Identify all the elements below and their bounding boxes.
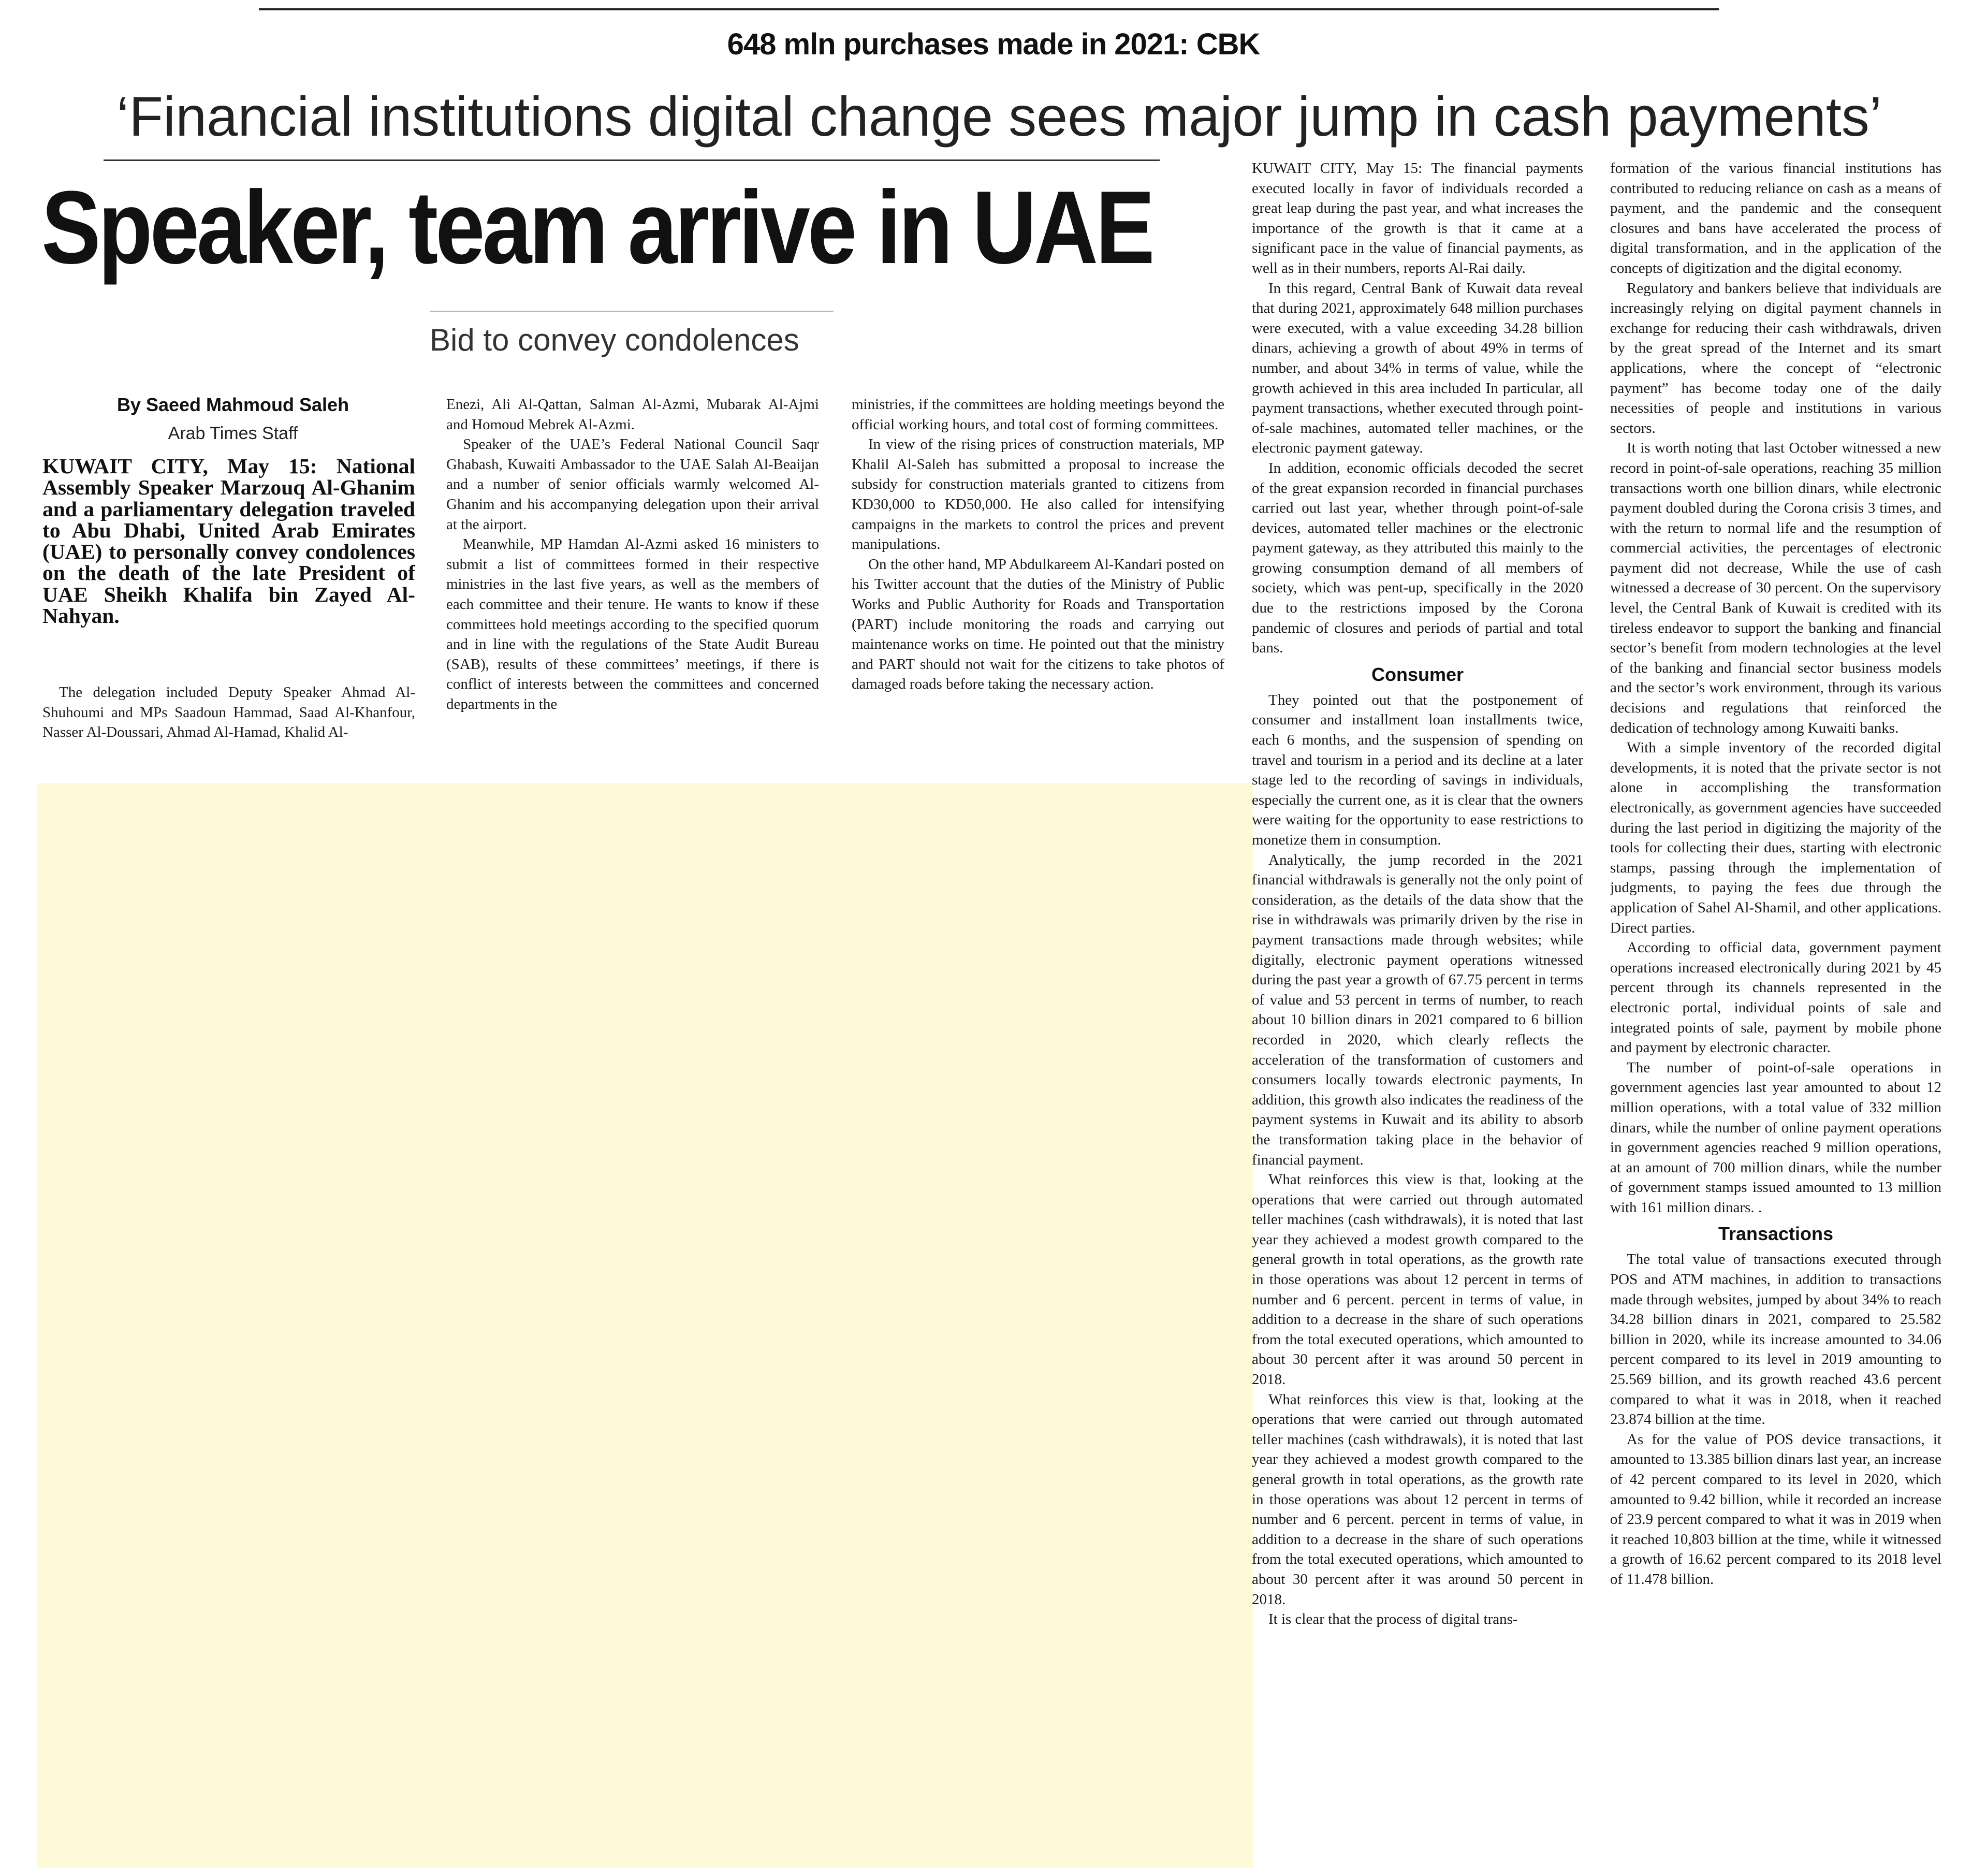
paragraph: Enezi, Ali Al-Qattan, Salman Al-Azmi, Mubarak Al-Ajmi and Homoud Mebrek Al-Azmi. — [446, 396, 819, 433]
advertisement-placeholder — [37, 783, 1253, 1868]
business-kicker: 648 mln purchases made in 2021: CBK — [727, 27, 1260, 61]
business-headline: ‘Financial institutions digital change sees major jump in cash payments’ — [116, 85, 1882, 148]
paragraph: Meanwhile, MP Hamdan Al-Azmi asked 16 ministers to submit a list of committees formed in their respective ministries in the last five years, as well as the members of each committee and their tenure. He wants to know if these committees hold meetings according to the specified quorum and in line with the regulations of the State Audit Bureau (SAB), results of these committees’ meetings, if there is conflict of interests between the committees and concerned departments in the — [446, 536, 819, 712]
subhead-rule — [430, 311, 834, 312]
paragraph: What reinforces this view is that, looking at the operations that were carried out through automated teller machines (cash withdrawals), it is noted that last year they achieved a modest growth compared to the general growth in total operations, as the growth rate in those operations was about 12 percent in terms of number and 6 percent. percent in terms of value, in addition to a decrease in the share of such operations from the total executed operations, which amounted to about 30 percent after it was around 50 percent in 2018. — [1252, 1171, 1583, 1388]
lead-text: KUWAIT CITY, May 15: National Assembly Speaker Marzouq Al-Ghanim and a parliamentary delegation traveled to Abu Dhabi, United Arab Emirates (UAE) to personally convey condolences on the death of the late President of UAE Sheikh Khalifa bin Zayed Al-Nahyan. — [42, 456, 415, 628]
politics-headline-rule — [104, 159, 1160, 161]
paragraph: It is worth noting that last October witnessed a new record in point-of-sale operations, reaching 35 million transactions worth one billion dinars, while electronic payment doubled during the Corona crisis 3 times, and with the return to normal life and the resumption of commercial activities, the percentages of electronic payment did not decrease, While the use of cash witnessed a decrease of 30 percent. On the supervisory level, the Central Bank of Kuwait is credited with its tireless endeavor to support the banking and financial sector’s benefit from modern technologies at the level of the banking and financial sector business models and the sector’s work environment, through its various decisions and regulations that reinforced the dedication of technology among Kuwaiti banks. — [1610, 440, 1941, 736]
paragraph: Analytically, the jump recorded in the 2021 financial withdrawals is generally not the only point of consideration, as the details of the data show that the rise in withdrawals was primarily driven by the rise in payment transactions made through websites; while digitally, electronic payment operations witnessed during the past year a growth of 67.75 percent in terms of value and 53 percent in terms of number, to reach about 10 billion dinars in 2021 compared to 6 billion recorded in 2020, which clearly reflects the acceleration of the transformation of customers and consumers locally towards electronic payments, In addition, this growth also indicates the readiness of the payment systems in Kuwait and its ability to absorb the transformation taking place in the behavior of financial payment. — [1252, 851, 1583, 1168]
paragraph: What reinforces this view is that, looking at the operations that were carried out through automated teller machines (cash withdrawals), it is noted that last year they achieved a modest growth compared to the general growth in total operations, as the growth rate in those operations was about 12 percent in terms of number and 6 percent. percent in terms of value, in addition to a decrease in the share of such operations from the total executed operations, which amounted to about 30 percent after it was around 50 percent in 2018. — [1252, 1391, 1583, 1608]
politics-column-2 — [446, 395, 819, 778]
paragraph: According to official data, government payment operations increased electronically during 2021 by 45 percent through its channels represented in the electronic portal, individual points of sale and integrated points of sale, payment by mobile phone and payment by electronic character. — [1610, 939, 1941, 1056]
paragraph: Regulatory and bankers believe that individuals are increasingly relying on digital payment channels in exchange for reducing their cash withdrawals, driven by the great spread of the Internet and its smart applications, where the concept of “electronic payment” has become today one of the daily necessities of people and institutions in various sectors. — [1610, 280, 1941, 437]
politics-lead-paragraph — [42, 456, 415, 673]
business-column-1 — [1252, 158, 1583, 1872]
paragraph: Speaker of the UAE’s Federal National Council Saqr Ghabash, Kuwaiti Ambassador to the UAE Salah Al-Beaijan and a number of senior officials warmly welcomed Al-Ghanim and his accompanying delegation upon their arrival at the airport. — [446, 436, 819, 533]
paragraph: In this regard, Central Bank of Kuwait data reveal that during 2021, approximately 648 million purchases were executed, with a value exceeding 34.28 billion dinars, achieving a growth of about 49% in terms of number, and about 34% in terms of value, while the growth achieved in this area included In particular, all payment transactions, whether executed through point-of-sale machines, automated teller machines, or the electronic payment gateway. — [1252, 280, 1583, 457]
politics-subhead: Bid to convey condolences — [430, 323, 799, 357]
business-column-2 — [1610, 158, 1941, 1872]
byline: By Saeed Mahmoud Saleh — [116, 394, 349, 415]
byline-staff: Arab Times Staff — [168, 424, 298, 443]
paragraph: In addition, economic officials decoded the secret of the great expansion recorded in financial purchases carried out last year, whether through point-of-sale devices, automated teller machines or the electronic payment gateway, as they attributed this mainly to the growing consumption demand of all members of society, which was pent-up, specifically in the 2020 due to the restrictions imposed by the Corona pandemic of closures and periods of partial and total bans. — [1252, 459, 1583, 657]
top-rule — [259, 8, 1719, 10]
paragraph: The number of point-of-sale operations in government agencies last year amounted to about 12 million operations, with a total value of 332 million dinars, while the number of online payment operations in government agencies reached 9 million operations, at an amount of 700 million dinars, while the number of government stamps issued amounted to 13 million with 161 million dinars. . — [1610, 1059, 1941, 1216]
paragraph: With a simple inventory of the recorded digital developments, it is noted that the private sector is not alone in accomplishing the transformation electronically, as government agencies have succeeded during the last period in digitizing the majority of the tools for collecting their dues, starting with electronic stamps, passing through the implementation of judgments, to paying the fees due through the application of Sahel Al-Shamil, and other applications. Direct parties. — [1610, 739, 1941, 936]
paragraph: formation of the various financial institutions has contributed to reducing reliance on cash as a means of payment, and the pandemic and the consequent closures and bans have accelerated the process of digital transformation, and in the application of the concepts of digitization and the digital economy. — [1610, 160, 1941, 277]
paragraph: ministries, if the committees are holding meetings beyond the official working hours, and total cost of forming committees. — [852, 396, 1224, 433]
paragraph: KUWAIT CITY, May 15: The financial payments executed locally in favor of individuals recorded a great leap during the past year, and what increases the importance of the growth is that it came at a significant pace in the value of financial payments, as well as in their numbers, reports Al-Rai daily. — [1252, 160, 1583, 277]
politics-column-1 — [42, 682, 415, 776]
politics-column-3 — [852, 395, 1224, 778]
paragraph: The total value of transactions executed through POS and ATM machines, in addition to transactions made through websites, jumped by about 34% to reach 34.28 billion dinars in 2021, compared to 25.582 billion in 2020, while its increase amounted to 34.06 percent compared to its level in 2019 amounting to 25.569 billion, and its growth reached 43.6 percent compared to what it was in 2018, when it reached 23.874 billion at the time. — [1610, 1251, 1941, 1428]
section-heading-transactions: Transactions — [1718, 1223, 1834, 1245]
politics-headline: Speaker, team arrive in UAE — [41, 170, 1152, 285]
section-heading-consumer: Consumer — [1371, 663, 1464, 685]
paragraph: The delegation included Deputy Speaker Ahmad Al-Shuhoumi and MPs Saadoun Hammad, Saad Al-Khanfour, Nasser Al-Doussari, Ahmad Al-Hamad, Khalid Al- — [42, 684, 415, 741]
paragraph: In view of the rising prices of construction materials, MP Khalil Al-Saleh has submitted a proposal to increase the subsidy for construction materials granted to citizens from KD30,000 to KD50,000. He also called for intensifying campaigns in the markets to control the prices and prevent manipulations. — [852, 436, 1224, 553]
paragraph: It is clear that the process of digital trans- — [1268, 1611, 1518, 1628]
paragraph: On the other hand, MP Abdulkareem Al-Kandari posted on his Twitter account that the duties of the Ministry of Public Works and Public Authority for Roads and Transportation (PART) include monitoring the roads and carrying out maintenance works on time. He pointed out that the ministry and PART should not wait for the citizens to take photos of damaged roads before taking the necessary action. — [852, 556, 1224, 693]
paragraph: They pointed out that the postponement of consumer and installment loan installments twice, each 6 months, and the suspension of spending on travel and tourism in a period and its decline at a later stage led to the recording of savings in individuals, especially the current one, as it is clear that the owners were waiting for the opportunity to ease restrictions to monetize them in consumption. — [1252, 691, 1583, 848]
paragraph: As for the value of POS device transactions, it amounted to 13.385 billion dinars last year, an increase of 42 percent compared to its level in 2020, which amounted to 9.42 billion, while it recorded an increase of 23.9 percent compared to what it was in 2019 when it reached 10,803 billion at the time, while it witnessed a growth of 16.62 percent compared to its 2018 level of 11.478 billion. — [1610, 1431, 1941, 1588]
